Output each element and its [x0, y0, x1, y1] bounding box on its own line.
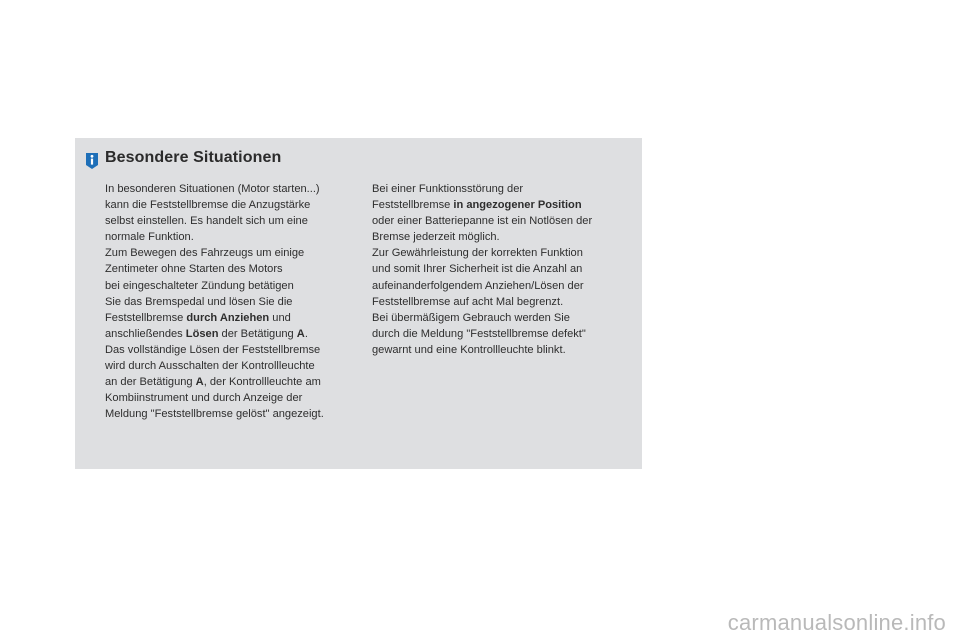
bold-term: in angezogener Position — [453, 199, 582, 212]
text-line: Zentimeter ohne Starten des Motors — [105, 263, 283, 276]
left-column — [105, 181, 324, 422]
text-run: , der Kontrollleuchte am — [203, 376, 321, 389]
text-line: normale Funktion. — [105, 231, 194, 244]
text-line: gewarnt und eine Kontrollleuchte blinkt. — [372, 343, 566, 356]
section-title: Besondere Situationen — [105, 149, 282, 166]
text-run: Feststellbremse — [372, 199, 454, 212]
bold-term: durch Anziehen — [186, 311, 270, 324]
text-line: Das vollständige Lösen der Feststellbremse — [105, 343, 321, 356]
text-line: Bei einer Funktionsstörung der — [372, 183, 524, 195]
text-line: Kombiinstrument und durch Anzeige der — [105, 392, 303, 405]
info-icon — [84, 152, 100, 170]
text-line: Feststellbremse auf acht Mal begrenzt. — [372, 295, 564, 308]
text-line: und somit Ihrer Sicherheit ist die Anzahl an — [372, 263, 583, 276]
text-line — [105, 326, 324, 342]
text-line: selbst einstellen. Es handelt sich um eine — [105, 215, 308, 228]
right-column — [372, 181, 592, 358]
text-run: . — [304, 327, 308, 340]
text-run: an der Betätigung — [105, 376, 196, 389]
text-line — [372, 197, 592, 213]
text-line: Meldung "Feststellbremse gelöst" angezeigt. — [105, 408, 324, 421]
text-line: aufeinanderfolgendem Anziehen/Lösen der — [372, 279, 584, 292]
text-line: bei eingeschalteter Zündung betätigen — [105, 279, 294, 292]
text-line: Bei übermäßigem Gebrauch werden Sie — [372, 311, 570, 324]
text-line: In besonderen Situationen (Motor starten...) — [105, 183, 320, 195]
text-line: Zur Gewährleistung der korrekten Funktion — [372, 247, 583, 260]
watermark: carmanualsonline.info — [727, 610, 946, 635]
text-run: und — [269, 311, 291, 324]
text-line: Bremse jederzeit möglich. — [372, 231, 500, 244]
bold-term: A — [296, 327, 305, 340]
text-line — [105, 374, 324, 390]
text-line — [105, 310, 324, 326]
text-run: anschließendes — [105, 327, 186, 340]
text-line: wird durch Ausschalten der Kontrollleuchte — [105, 360, 315, 373]
text-run: Feststellbremse — [105, 311, 187, 324]
text-run: der Betätigung — [218, 327, 297, 340]
text-line: Sie das Bremspedal und lösen Sie die — [105, 295, 293, 308]
bold-term: A — [195, 376, 204, 389]
text-line: durch die Meldung "Feststellbremse defekt" — [372, 327, 586, 340]
bold-term: Lösen — [185, 327, 219, 340]
text-line: oder einer Batteriepanne ist ein Notlösen der — [372, 215, 593, 228]
text-line: Zum Bewegen des Fahrzeugs um einige — [105, 247, 305, 260]
text-line: kann die Feststellbremse die Anzugstärke — [105, 199, 311, 212]
